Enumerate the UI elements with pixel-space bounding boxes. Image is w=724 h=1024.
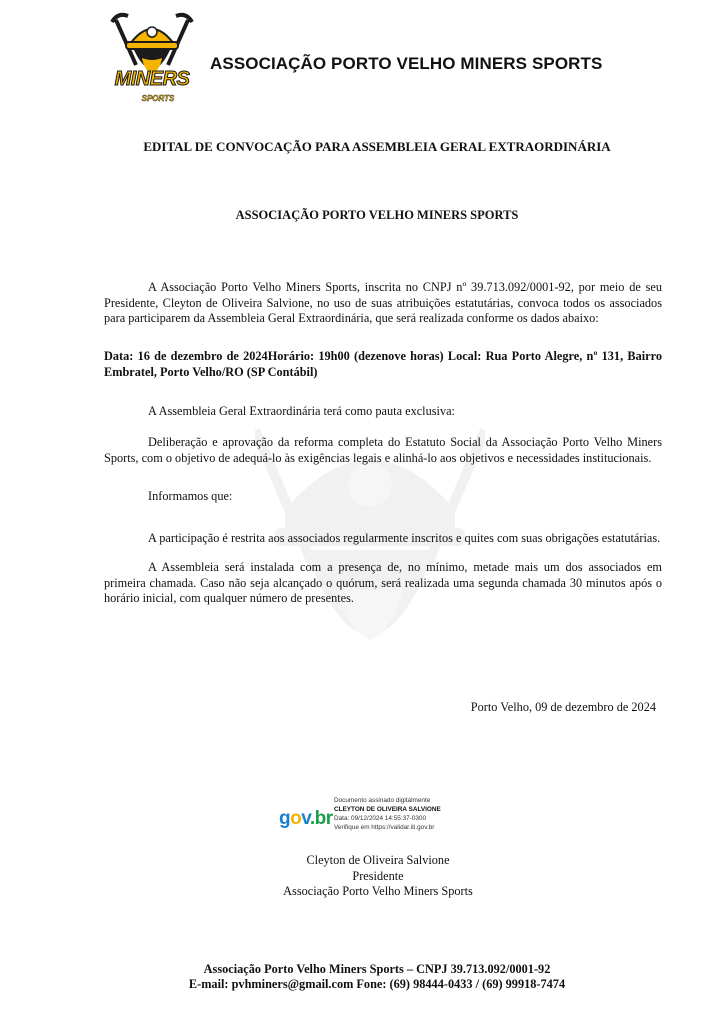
quorum-paragraph: A Assembleia será instalada com a presença de, no mínimo, metade mais um dos associados em primeira chamada. Caso não seja alcançado o quórum, será realizada uma segunda chamada 30 minutos após o horário inicial, com qualquer número de presentes. bbox=[104, 560, 662, 605]
agenda-intro: A Assembleia Geral Extraordinária terá como pauta exclusiva: bbox=[148, 404, 455, 418]
footer bbox=[0, 962, 724, 992]
participation-paragraph: A participação é restrita aos associados regularmente inscritos e quites com suas obrigações estatutárias. bbox=[148, 531, 661, 545]
logo-subtext: SPORTS bbox=[141, 94, 175, 103]
logo-text: MINERS bbox=[114, 68, 190, 90]
footer-line-2: E-mail: pvhminers@gmail.com Fone: (69) 98444-0433 / (69) 99918-7474 bbox=[188, 977, 566, 991]
govbr-stamp-text bbox=[334, 796, 441, 832]
signed-label: Documento assinado digitalmente bbox=[334, 797, 431, 804]
signer-name-upper: CLEYTON DE OLIVEIRA SALVIONE bbox=[334, 806, 441, 813]
edital-title: EDITAL DE CONVOCAÇÃO PARA ASSEMBLEIA GERAL EXTRAORDINÁRIA bbox=[143, 139, 611, 154]
header-title: ASSOCIAÇÃO PORTO VELHO MINERS SPORTS bbox=[210, 54, 603, 73]
footer-line-1: Associação Porto Velho Miners Sports – CNPJ 39.713.092/0001-92 bbox=[203, 962, 551, 976]
signer-name: Cleyton de Oliveira Salvione bbox=[306, 853, 450, 867]
verify-link[interactable]: Verifique em https://validar.iti.gov.br bbox=[334, 824, 435, 831]
signed-date: Data: 09/12/2024 14:55:37-0300 bbox=[334, 815, 427, 822]
inform-label: Informamos que: bbox=[148, 489, 233, 503]
govbr-logo: gov.br bbox=[279, 808, 333, 829]
association-subtitle: ASSOCIAÇÃO PORTO VELHO MINERS SPORTS bbox=[235, 208, 519, 222]
meeting-details: Data: 16 de dezembro de 2024Horário: 19h00 (dezenove horas) Local: Rua Porto Alegre, nº 131, Bairro Embratel, Porto Velho/RO (SP Contábil) bbox=[104, 349, 662, 379]
signer-role: Presidente bbox=[352, 868, 404, 883]
miners-logo bbox=[108, 10, 196, 110]
intro-paragraph: A Associação Porto Velho Miners Sports, inscrita no CNPJ nº 39.713.092/0001-92, por meio de seu Presidente, Cleyton de Oliveira Salvione, no uso de suas atribuições estatutárias, convoca todos os associados para participarem da Assembleia Geral Extraordinária, que será realizada conforme os dados abaixo: bbox=[104, 280, 662, 325]
govbr-signature-stamp bbox=[279, 796, 469, 838]
signer-org: Associação Porto Velho Miners Sports bbox=[283, 884, 473, 898]
agenda-item: Deliberação e aprovação da reforma completa do Estatuto Social da Associação Porto Velho Miners Sports, com o objetivo de adequá-lo às exigências legais e alinhá-lo aos objetivos e necessidades institucionais. bbox=[104, 435, 662, 465]
place-date: Porto Velho, 09 de dezembro de 2024 bbox=[470, 700, 656, 714]
signer-block bbox=[0, 853, 724, 900]
